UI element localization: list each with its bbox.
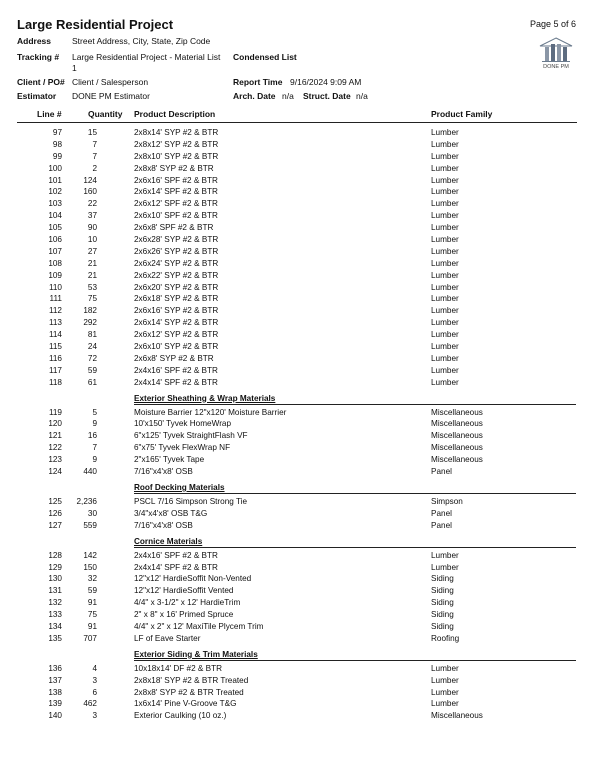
section-title: Exterior Sheathing & Wrap Materials	[134, 393, 276, 403]
address-label: Address	[17, 36, 52, 46]
quantity: 124	[83, 175, 97, 185]
line-number: 103	[48, 199, 62, 209]
product-description: 2x8x8' SYP #2 & BTR Treated	[134, 687, 244, 697]
product-description: 7/16"x4'x8' OSB	[134, 520, 193, 530]
quantity: 559	[83, 520, 97, 530]
table-row	[0, 407, 596, 419]
product-family: Lumber	[431, 377, 459, 387]
table-row	[0, 305, 596, 317]
product-description: 2x8x14' SYP #2 & BTR	[134, 128, 219, 137]
product-family: Lumber	[431, 211, 459, 221]
product-description: 2" x 8" x 16' Primed Spruce	[134, 610, 234, 620]
product-description: 2x8x10' SYP #2 & BTR	[134, 151, 219, 161]
product-family: Siding	[431, 598, 454, 608]
product-description: 2x6x20' SYP #2 & BTR	[134, 282, 219, 292]
section-header	[0, 649, 596, 663]
quantity: 440	[83, 467, 97, 477]
section-divider	[134, 547, 576, 548]
product-description: 10x18x14' DF #2 & BTR	[134, 663, 223, 673]
table-row	[0, 127, 596, 139]
col-header-line: Line #	[37, 109, 62, 119]
line-number: 97	[52, 128, 62, 137]
product-family: Lumber	[431, 699, 459, 709]
quantity: 75	[87, 610, 97, 620]
quantity: 9	[92, 419, 97, 429]
line-number: 101	[48, 175, 62, 185]
line-number: 116	[48, 353, 62, 363]
table-row	[0, 663, 596, 675]
table-row	[0, 341, 596, 353]
line-number: 130	[48, 574, 62, 584]
col-header-quantity: Quantity	[88, 109, 123, 119]
quantity: 30	[87, 508, 97, 518]
table-row	[0, 293, 596, 305]
section-divider	[134, 404, 576, 405]
section-header	[0, 393, 596, 407]
product-family: Panel	[431, 467, 452, 477]
quantity: 24	[87, 342, 97, 352]
condensed-list-label: Condensed List	[233, 52, 297, 62]
quantity: 91	[87, 621, 97, 631]
product-description: 2x6x22' SYP #2 & BTR	[134, 270, 219, 280]
product-description: 2x6x24' SYP #2 & BTR	[134, 258, 219, 268]
product-description: 2x6x28' SYP #2 & BTR	[134, 235, 219, 245]
section-title: Roof Decking Materials	[134, 482, 225, 492]
product-description: 1x6x14' Pine V-Groove T&G	[134, 699, 237, 709]
product-description: 2x6x26' SYP #2 & BTR	[134, 246, 219, 256]
section-header	[0, 536, 596, 550]
product-family: Lumber	[431, 151, 459, 161]
line-number: 119	[48, 407, 62, 417]
product-family: Lumber	[431, 353, 459, 363]
col-header-description: Product Description	[134, 109, 216, 119]
table-row	[0, 496, 596, 508]
product-family: Lumber	[431, 270, 459, 280]
product-description: 12"x12' HardieSoffit Vented	[134, 586, 234, 596]
line-number: 132	[48, 598, 62, 608]
product-family: Lumber	[431, 128, 459, 137]
quantity: 7	[92, 443, 97, 453]
table-row	[0, 466, 596, 478]
quantity: 27	[87, 246, 97, 256]
product-family: Siding	[431, 621, 454, 631]
line-number: 122	[48, 443, 62, 453]
product-family: Lumber	[431, 365, 459, 375]
table-row	[0, 508, 596, 520]
table-row	[0, 175, 596, 187]
product-family: Lumber	[431, 139, 459, 149]
product-family: Panel	[431, 508, 452, 518]
product-description: 2x6x16' SPF #2 & BTR	[134, 175, 218, 185]
product-family: Siding	[431, 574, 454, 584]
product-description: 2x6x10' SPF #2 & BTR	[134, 211, 218, 221]
table-row	[0, 222, 596, 234]
product-description: 4/4" x 2" x 12' MaxiTile Plycem Trim	[134, 621, 264, 631]
line-number: 136	[48, 663, 62, 673]
product-family: Miscellaneous	[431, 431, 483, 441]
table-row	[0, 329, 596, 341]
product-description: 2x6x14' SPF #2 & BTR	[134, 187, 218, 197]
line-number: 109	[48, 270, 62, 280]
product-family: Lumber	[431, 342, 459, 352]
quantity: 7	[92, 151, 97, 161]
quantity: 53	[87, 282, 97, 292]
product-family: Lumber	[431, 330, 459, 340]
product-description: 2x6x14' SYP #2 & BTR	[134, 318, 219, 328]
quantity: 32	[87, 574, 97, 584]
table-row	[0, 550, 596, 562]
estimator-label: Estimator	[17, 91, 57, 101]
product-description: Exterior Caulking (10 oz.)	[134, 711, 227, 721]
table-row	[0, 454, 596, 466]
quantity: 75	[87, 294, 97, 304]
product-description: 2x6x12' SPF #2 & BTR	[134, 199, 218, 209]
arch-date-value: n/a	[282, 91, 294, 101]
quantity: 292	[83, 318, 97, 328]
table-row	[0, 234, 596, 246]
table-row	[0, 317, 596, 329]
product-description: 3/4"x4'x8' OSB T&G	[134, 508, 208, 518]
report-title: Large Residential Project	[17, 17, 174, 32]
product-family: Siding	[431, 586, 454, 596]
arch-date-label: Arch. Date	[233, 91, 276, 101]
product-description: 2x8x8' SYP #2 & BTR	[134, 163, 214, 173]
quantity: 2	[92, 163, 97, 173]
quantity: 142	[83, 550, 97, 560]
quantity: 5	[92, 407, 97, 417]
line-number: 105	[48, 223, 62, 233]
line-number: 104	[48, 211, 62, 221]
tracking-label: Tracking #	[17, 52, 60, 62]
table-row	[0, 585, 596, 597]
line-number: 112	[48, 306, 62, 316]
table-row	[0, 186, 596, 198]
product-family: Lumber	[431, 562, 459, 572]
table-row	[0, 377, 596, 389]
product-family: Lumber	[431, 246, 459, 256]
table-row	[0, 151, 596, 163]
line-number: 115	[48, 342, 62, 352]
product-family: Lumber	[431, 163, 459, 173]
line-number: 120	[48, 419, 62, 429]
quantity: 59	[87, 586, 97, 596]
product-family: Miscellaneous	[431, 419, 483, 429]
quantity: 6	[92, 687, 97, 697]
line-number: 111	[49, 294, 62, 304]
quantity: 91	[87, 598, 97, 608]
quantity: 15	[87, 128, 97, 137]
tracking-value: Large Residential Project - Material List	[72, 52, 221, 62]
product-family: Miscellaneous	[431, 443, 483, 453]
product-description: 2x8x12' SYP #2 & BTR	[134, 139, 219, 149]
table-row	[0, 270, 596, 282]
col-header-family: Product Family	[431, 109, 493, 119]
product-family: Lumber	[431, 175, 459, 185]
table-row	[0, 163, 596, 175]
quantity: 7	[92, 139, 97, 149]
table-row	[0, 258, 596, 270]
product-family: Simpson	[431, 496, 463, 506]
product-family: Miscellaneous	[431, 407, 483, 417]
quantity: 37	[87, 211, 97, 221]
client-label: Client / PO#	[17, 77, 65, 87]
tracking-value-line2: 1	[72, 63, 77, 73]
product-description: 2x6x8' SPF #2 & BTR	[134, 223, 214, 233]
section-divider	[134, 493, 576, 494]
product-description: 2"x165' Tyvek Tape	[134, 455, 205, 465]
product-family: Lumber	[431, 258, 459, 268]
product-family: Lumber	[431, 687, 459, 697]
product-family: Miscellaneous	[431, 455, 483, 465]
quantity: 2,236	[76, 496, 97, 506]
line-number: 137	[48, 675, 62, 685]
product-family: Roofing	[431, 633, 460, 643]
product-description: 2x4x14' SPF #2 & BTR	[134, 562, 218, 572]
quantity: 3	[92, 675, 97, 685]
table-row	[0, 139, 596, 151]
product-description: PSCL 7/16 Simpson Strong Tie	[134, 496, 248, 506]
product-description: 2x6x12' SYP #2 & BTR	[134, 330, 219, 340]
line-number: 102	[48, 187, 62, 197]
svg-text:DONE PM: DONE PM	[543, 64, 569, 70]
product-description: 7/16"x4'x8' OSB	[134, 467, 193, 477]
product-description: LF of Eave Starter	[134, 633, 201, 643]
estimator-value: DONE PM Estimator	[72, 91, 150, 101]
table-row	[0, 698, 596, 710]
table-row	[0, 353, 596, 365]
quantity: 81	[87, 330, 97, 340]
product-description: Moisture Barrier 12"x120' Moisture Barrier	[134, 407, 287, 417]
report-time-label: Report Time	[233, 77, 283, 87]
table-row	[0, 520, 596, 532]
material-table	[0, 127, 596, 722]
quantity: 59	[87, 365, 97, 375]
product-family: Lumber	[431, 282, 459, 292]
section-title: Exterior Siding & Trim Materials	[134, 649, 258, 659]
table-row	[0, 597, 596, 609]
product-description: 10'x150' Tyvek HomeWrap	[134, 419, 232, 429]
table-row	[0, 609, 596, 621]
quantity: 72	[87, 353, 97, 363]
line-number: 108	[48, 258, 62, 268]
line-number: 125	[48, 496, 62, 506]
product-description: 2x8x18' SYP #2 & BTR Treated	[134, 675, 249, 685]
line-number: 123	[48, 455, 62, 465]
product-family: Lumber	[431, 199, 459, 209]
line-number: 121	[48, 431, 62, 441]
line-number: 113	[48, 318, 62, 328]
header-divider	[17, 122, 577, 123]
line-number: 131	[48, 586, 62, 596]
company-logo	[536, 36, 576, 74]
product-family: Lumber	[431, 318, 459, 328]
product-family: Lumber	[431, 187, 459, 197]
product-family: Miscellaneous	[431, 711, 483, 721]
line-number: 114	[48, 330, 62, 340]
product-family: Lumber	[431, 235, 459, 245]
line-number: 106	[48, 235, 62, 245]
address-value: Street Address, City, State, Zip Code	[72, 36, 211, 46]
line-number: 99	[52, 151, 62, 161]
report-time-value: 9/16/2024 9:09 AM	[290, 77, 362, 87]
table-row	[0, 210, 596, 222]
line-number: 127	[48, 520, 62, 530]
product-family: Panel	[431, 520, 452, 530]
product-family: Lumber	[431, 294, 459, 304]
line-number: 135	[48, 633, 62, 643]
table-row	[0, 710, 596, 722]
line-number: 138	[48, 687, 62, 697]
line-number: 140	[48, 711, 62, 721]
table-row	[0, 246, 596, 258]
quantity: 3	[92, 711, 97, 721]
quantity: 61	[87, 377, 97, 387]
table-row	[0, 198, 596, 210]
product-description: 12"x12' HardieSoffit Non-Vented	[134, 574, 252, 584]
table-row	[0, 418, 596, 430]
product-description: 2x4x14' SPF #2 & BTR	[134, 377, 218, 387]
line-number: 118	[48, 377, 62, 387]
product-description: 6"x75' Tyvek FlexWrap NF	[134, 443, 231, 453]
product-family: Lumber	[431, 663, 459, 673]
line-number: 98	[52, 139, 62, 149]
table-row	[0, 573, 596, 585]
product-family: Lumber	[431, 223, 459, 233]
quantity: 150	[83, 562, 97, 572]
product-description: 2x4x16' SPF #2 & BTR	[134, 550, 218, 560]
table-row	[0, 365, 596, 377]
table-row	[0, 687, 596, 699]
line-number: 100	[48, 163, 62, 173]
quantity: 182	[83, 306, 97, 316]
page-number: Page 5 of 6	[530, 19, 577, 29]
client-value: Client / Salesperson	[72, 77, 149, 87]
product-description: 2x4x16' SPF #2 & BTR	[134, 365, 218, 375]
section-header	[0, 482, 596, 496]
table-row	[0, 282, 596, 294]
line-number: 134	[48, 621, 62, 631]
building-logo-icon	[536, 36, 576, 74]
quantity: 160	[83, 187, 97, 197]
line-number: 133	[48, 610, 62, 620]
line-number: 128	[48, 550, 62, 560]
line-number: 117	[48, 365, 62, 375]
table-row	[0, 430, 596, 442]
product-description: 4/4" x 3-1/2" x 12' HardieTrim	[134, 598, 241, 608]
product-family: Lumber	[431, 550, 459, 560]
table-row	[0, 562, 596, 574]
product-description: 2x6x8' SYP #2 & BTR	[134, 353, 214, 363]
quantity: 707	[83, 633, 97, 643]
table-row	[0, 675, 596, 687]
section-divider	[134, 660, 576, 661]
line-number: 110	[48, 282, 62, 292]
line-number: 107	[48, 246, 62, 256]
quantity: 462	[83, 699, 97, 709]
table-row	[0, 633, 596, 645]
quantity: 9	[92, 455, 97, 465]
quantity: 22	[87, 199, 97, 209]
section-title: Cornice Materials	[134, 536, 203, 546]
quantity: 21	[87, 270, 97, 280]
product-family: Siding	[431, 610, 454, 620]
table-row	[0, 442, 596, 454]
product-family: Lumber	[431, 306, 459, 316]
table-row	[0, 621, 596, 633]
quantity: 16	[87, 431, 97, 441]
product-family: Lumber	[431, 675, 459, 685]
product-description: 2x6x16' SYP #2 & BTR	[134, 306, 219, 316]
product-description: 2x6x18' SYP #2 & BTR	[134, 294, 219, 304]
product-description: 2x6x10' SYP #2 & BTR	[134, 342, 219, 352]
product-description: 6"x125' Tyvek StraightFlash VF	[134, 431, 248, 441]
line-number: 139	[48, 699, 62, 709]
struct-date-value: n/a	[356, 91, 368, 101]
quantity: 90	[87, 223, 97, 233]
line-number: 126	[48, 508, 62, 518]
line-number: 129	[48, 562, 62, 572]
quantity: 4	[92, 663, 97, 673]
quantity: 10	[87, 235, 97, 245]
struct-date-label: Struct. Date	[303, 91, 351, 101]
quantity: 21	[87, 258, 97, 268]
line-number: 124	[48, 467, 62, 477]
